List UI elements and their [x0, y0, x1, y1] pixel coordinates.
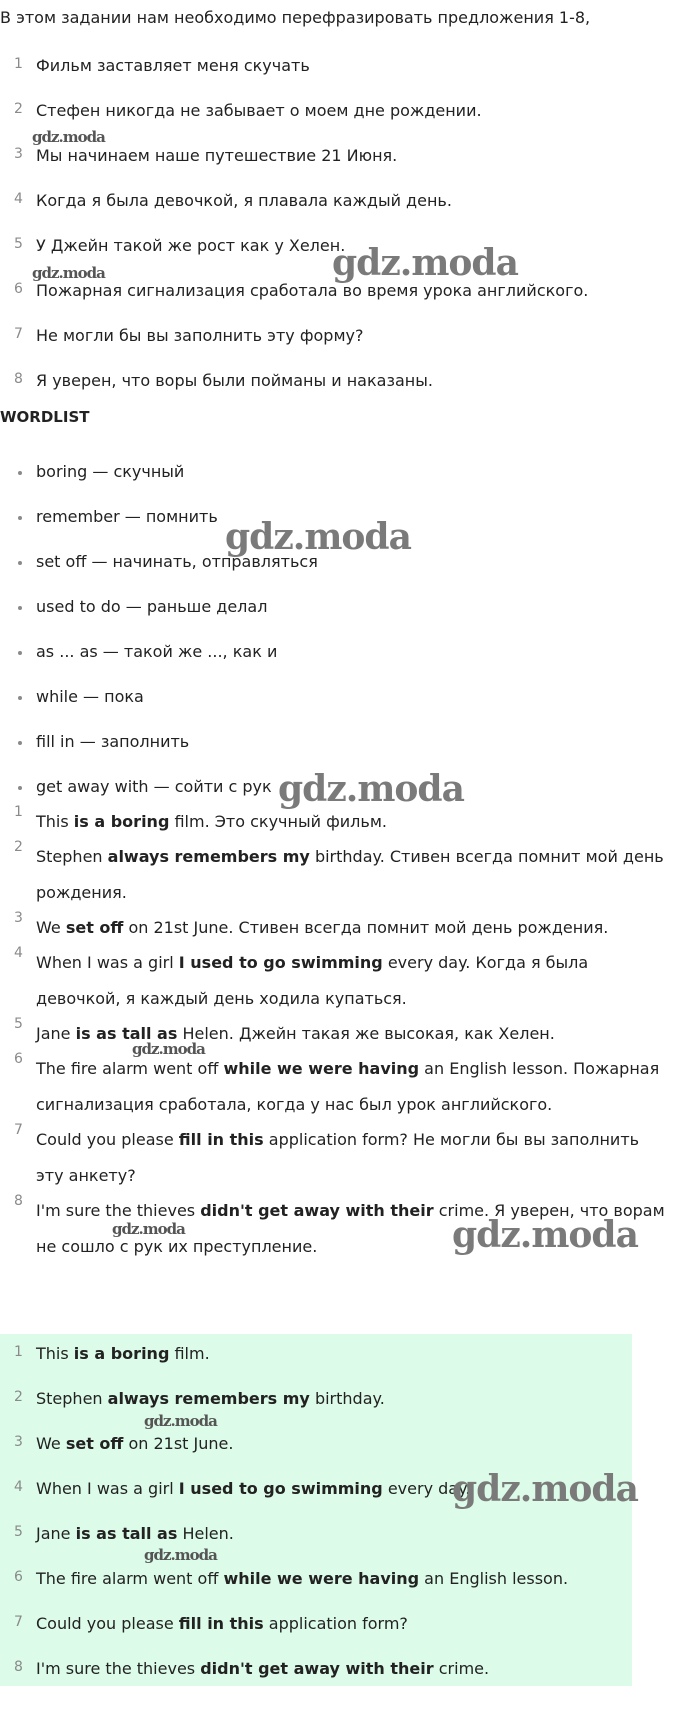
watermark-logo: gdz.moda — [452, 1214, 638, 1256]
item-number: 1 — [14, 1344, 23, 1360]
item-text — [36, 1389, 666, 1408]
text-part: Helen. Джейн такая же высокая, как Хелен. — [177, 1024, 555, 1043]
bullet-icon — [18, 696, 22, 700]
answer-phrase: didn't get away with their — [200, 1201, 434, 1220]
text-part: We — [36, 1434, 66, 1453]
watermark-logo: gdz.moda — [144, 1546, 217, 1564]
answer-phrase: set off — [65, 918, 124, 937]
text-part: Stephen — [36, 847, 108, 866]
item-text: boring — скучный — [36, 462, 185, 481]
text-part: I'm sure the thieves — [36, 1659, 201, 1678]
text-part: film. Это скучный фильм. — [169, 812, 387, 831]
text-part: on 21st June. — [123, 1434, 234, 1453]
text-part: Could you please — [36, 1614, 179, 1633]
list-item — [0, 146, 680, 191]
answer-phrase: is a boring — [73, 1344, 170, 1363]
bullet-icon — [18, 741, 22, 745]
text-part: This — [36, 812, 74, 831]
watermark-logo: gdz.moda — [32, 128, 105, 146]
answer-phrase: while we were having — [223, 1569, 420, 1588]
item-text: Фильм заставляет меня скучать — [36, 56, 310, 75]
wordlist-item — [0, 597, 680, 642]
watermark-logo: gdz.moda — [452, 1468, 638, 1510]
item-number: 5 — [14, 236, 23, 252]
text-part: Helen. — [177, 1524, 234, 1543]
final-answer-item — [0, 1344, 680, 1389]
bullet-icon — [18, 471, 22, 475]
answer-phrase: I used to go swimming — [178, 1479, 383, 1498]
item-number: 5 — [14, 1524, 23, 1540]
answer-phrase: set off — [65, 1434, 124, 1453]
text-part: crime. — [433, 1659, 490, 1678]
answer-phrase: is a boring — [73, 812, 170, 831]
final-answer-item — [0, 1614, 680, 1659]
text-part: Jane — [36, 1524, 76, 1543]
wordlist-item — [0, 642, 680, 687]
final-answers-list — [0, 1344, 680, 1704]
watermark-logo: gdz.moda — [332, 242, 518, 284]
item-number: 4 — [14, 945, 23, 961]
text-part: Stephen — [36, 1389, 108, 1408]
item-text: used to do — раньше делал — [36, 597, 268, 616]
item-number: 1 — [14, 56, 23, 72]
text-part: When I was a girl — [36, 1479, 179, 1498]
watermark-logo: gdz.moda — [225, 516, 411, 558]
text-part: film. — [169, 1344, 210, 1363]
list-item — [0, 56, 680, 101]
wordlist — [0, 462, 680, 809]
item-number: 2 — [14, 1389, 23, 1405]
answer-phrase: I used to go swimming — [178, 953, 383, 972]
item-text: Мы начинаем наше путешествие 21 Июня. — [36, 146, 398, 165]
text-part: This — [36, 1344, 74, 1363]
text-part: birthday. — [309, 1389, 385, 1408]
text-part: When I was a girl — [36, 953, 179, 972]
answer-phrase: didn't get away with their — [200, 1659, 434, 1678]
item-number: 6 — [14, 1569, 23, 1585]
wordlist-item — [0, 462, 680, 507]
item-text — [36, 1614, 666, 1633]
text-part: I'm sure the thieves — [36, 1201, 201, 1220]
item-text — [36, 1016, 666, 1052]
text-part: an English lesson. — [419, 1569, 569, 1588]
item-number: 4 — [14, 191, 23, 207]
answer-item — [0, 1122, 680, 1203]
item-number: 6 — [14, 281, 23, 297]
text-part: The fire alarm went off — [36, 1569, 224, 1588]
item-number: 4 — [14, 1479, 23, 1495]
text-part: crime. Я уверен, что ворам не сошло с рук их преступление. — [36, 1201, 665, 1256]
answer-item — [0, 1051, 680, 1132]
item-number: 6 — [14, 1051, 23, 1067]
list-item — [0, 326, 680, 371]
text-part: The fire alarm went off — [36, 1059, 224, 1078]
list-item — [0, 191, 680, 236]
item-text — [36, 1524, 666, 1543]
text-part: birthday. Стивен всегда помнит мой день рождения. — [36, 847, 664, 902]
item-text: У Джейн такой же рост как у Хелен. — [36, 236, 346, 255]
answer-phrase: fill in this — [178, 1614, 264, 1633]
bullet-icon — [18, 786, 22, 790]
item-text — [36, 1569, 666, 1588]
item-text: remember — помнить — [36, 507, 218, 526]
item-text: Стефен никогда не забывает о моем дне рождении. — [36, 101, 482, 120]
item-text: Я уверен, что воры были пойманы и наказаны. — [36, 371, 433, 390]
item-text: Не могли бы вы заполнить эту форму? — [36, 326, 364, 345]
item-text: set off — начинать, отправляться — [36, 552, 318, 571]
final-answer-item — [0, 1389, 680, 1434]
item-number: 7 — [14, 1614, 23, 1630]
item-text: fill in — заполнить — [36, 732, 190, 751]
answer-phrase: always remembers my — [107, 1389, 310, 1408]
item-text — [36, 910, 666, 946]
item-number: 1 — [14, 804, 23, 820]
bullet-icon — [18, 606, 22, 610]
item-number: 8 — [14, 371, 23, 387]
item-text — [36, 839, 666, 911]
item-number: 5 — [14, 1016, 23, 1032]
item-text — [36, 1659, 666, 1678]
text-part: an English lesson. Пожарная сигнализация сработала, когда у нас был урок английского. — [36, 1059, 660, 1114]
watermark-logo: gdz.moda — [32, 264, 105, 282]
item-number: 7 — [14, 1122, 23, 1138]
final-answer-item — [0, 1659, 680, 1704]
answer-phrase: fill in this — [178, 1130, 264, 1149]
list-item — [0, 281, 680, 326]
item-number: 2 — [14, 101, 23, 117]
answer-item — [0, 945, 680, 1026]
item-text: Когда я была девочкой, я плавала каждый день. — [36, 191, 452, 210]
answer-phrase: is as tall as — [75, 1024, 178, 1043]
final-answer-item — [0, 1524, 680, 1569]
text-part: every day. Когда я была девочкой, я каждый день ходила купаться. — [36, 953, 589, 1008]
item-text: while — пока — [36, 687, 144, 706]
list-item — [0, 371, 680, 416]
russian-sentences-list — [0, 56, 680, 416]
bullet-icon — [18, 516, 22, 520]
item-text: get away with — сойти с рук — [36, 777, 272, 796]
wordlist-item — [0, 552, 680, 597]
item-number: 3 — [14, 910, 23, 926]
bullet-icon — [18, 561, 22, 565]
item-number: 7 — [14, 326, 23, 342]
item-text — [36, 1434, 666, 1453]
item-text: Пожарная сигнализация сработала во время урока английского. — [36, 281, 589, 300]
answer-phrase: while we were having — [223, 1059, 420, 1078]
item-text — [36, 1344, 666, 1363]
item-text — [36, 1122, 666, 1194]
item-text — [36, 945, 666, 1017]
watermark-logo: gdz.moda — [144, 1412, 217, 1430]
answer-phrase: is as tall as — [75, 1524, 178, 1543]
item-number: 8 — [14, 1659, 23, 1675]
text-part: application form? Не могли бы вы заполнить эту анкету? — [36, 1130, 640, 1185]
item-number: 8 — [14, 1193, 23, 1209]
item-number: 3 — [14, 1434, 23, 1450]
watermark-logo: gdz.moda — [112, 1220, 185, 1238]
text-part: We — [36, 918, 66, 937]
item-text — [36, 1051, 666, 1123]
text-part: Could you please — [36, 1130, 179, 1149]
answer-item — [0, 839, 680, 920]
watermark-logo: gdz.moda — [132, 1040, 205, 1058]
intro-text: В этом задании нам необходимо перефразировать предложения 1-8, — [0, 8, 591, 27]
item-text: as ... as — такой же ..., как и — [36, 642, 278, 661]
wordlist-item — [0, 687, 680, 732]
text-part: every day. — [382, 1479, 471, 1498]
item-number: 3 — [14, 146, 23, 162]
answer-phrase: always remembers my — [107, 847, 310, 866]
answers-list — [0, 804, 680, 1265]
watermark-logo: gdz.moda — [278, 768, 464, 810]
final-answer-item — [0, 1569, 680, 1614]
text-part: application form? — [263, 1614, 408, 1633]
item-number: 2 — [14, 839, 23, 855]
wordlist-heading: WORDLIST — [0, 408, 90, 426]
text-part: Jane — [36, 1024, 76, 1043]
bullet-icon — [18, 651, 22, 655]
text-part: on 21st June. Стивен всегда помнит мой день рождения. — [123, 918, 609, 937]
